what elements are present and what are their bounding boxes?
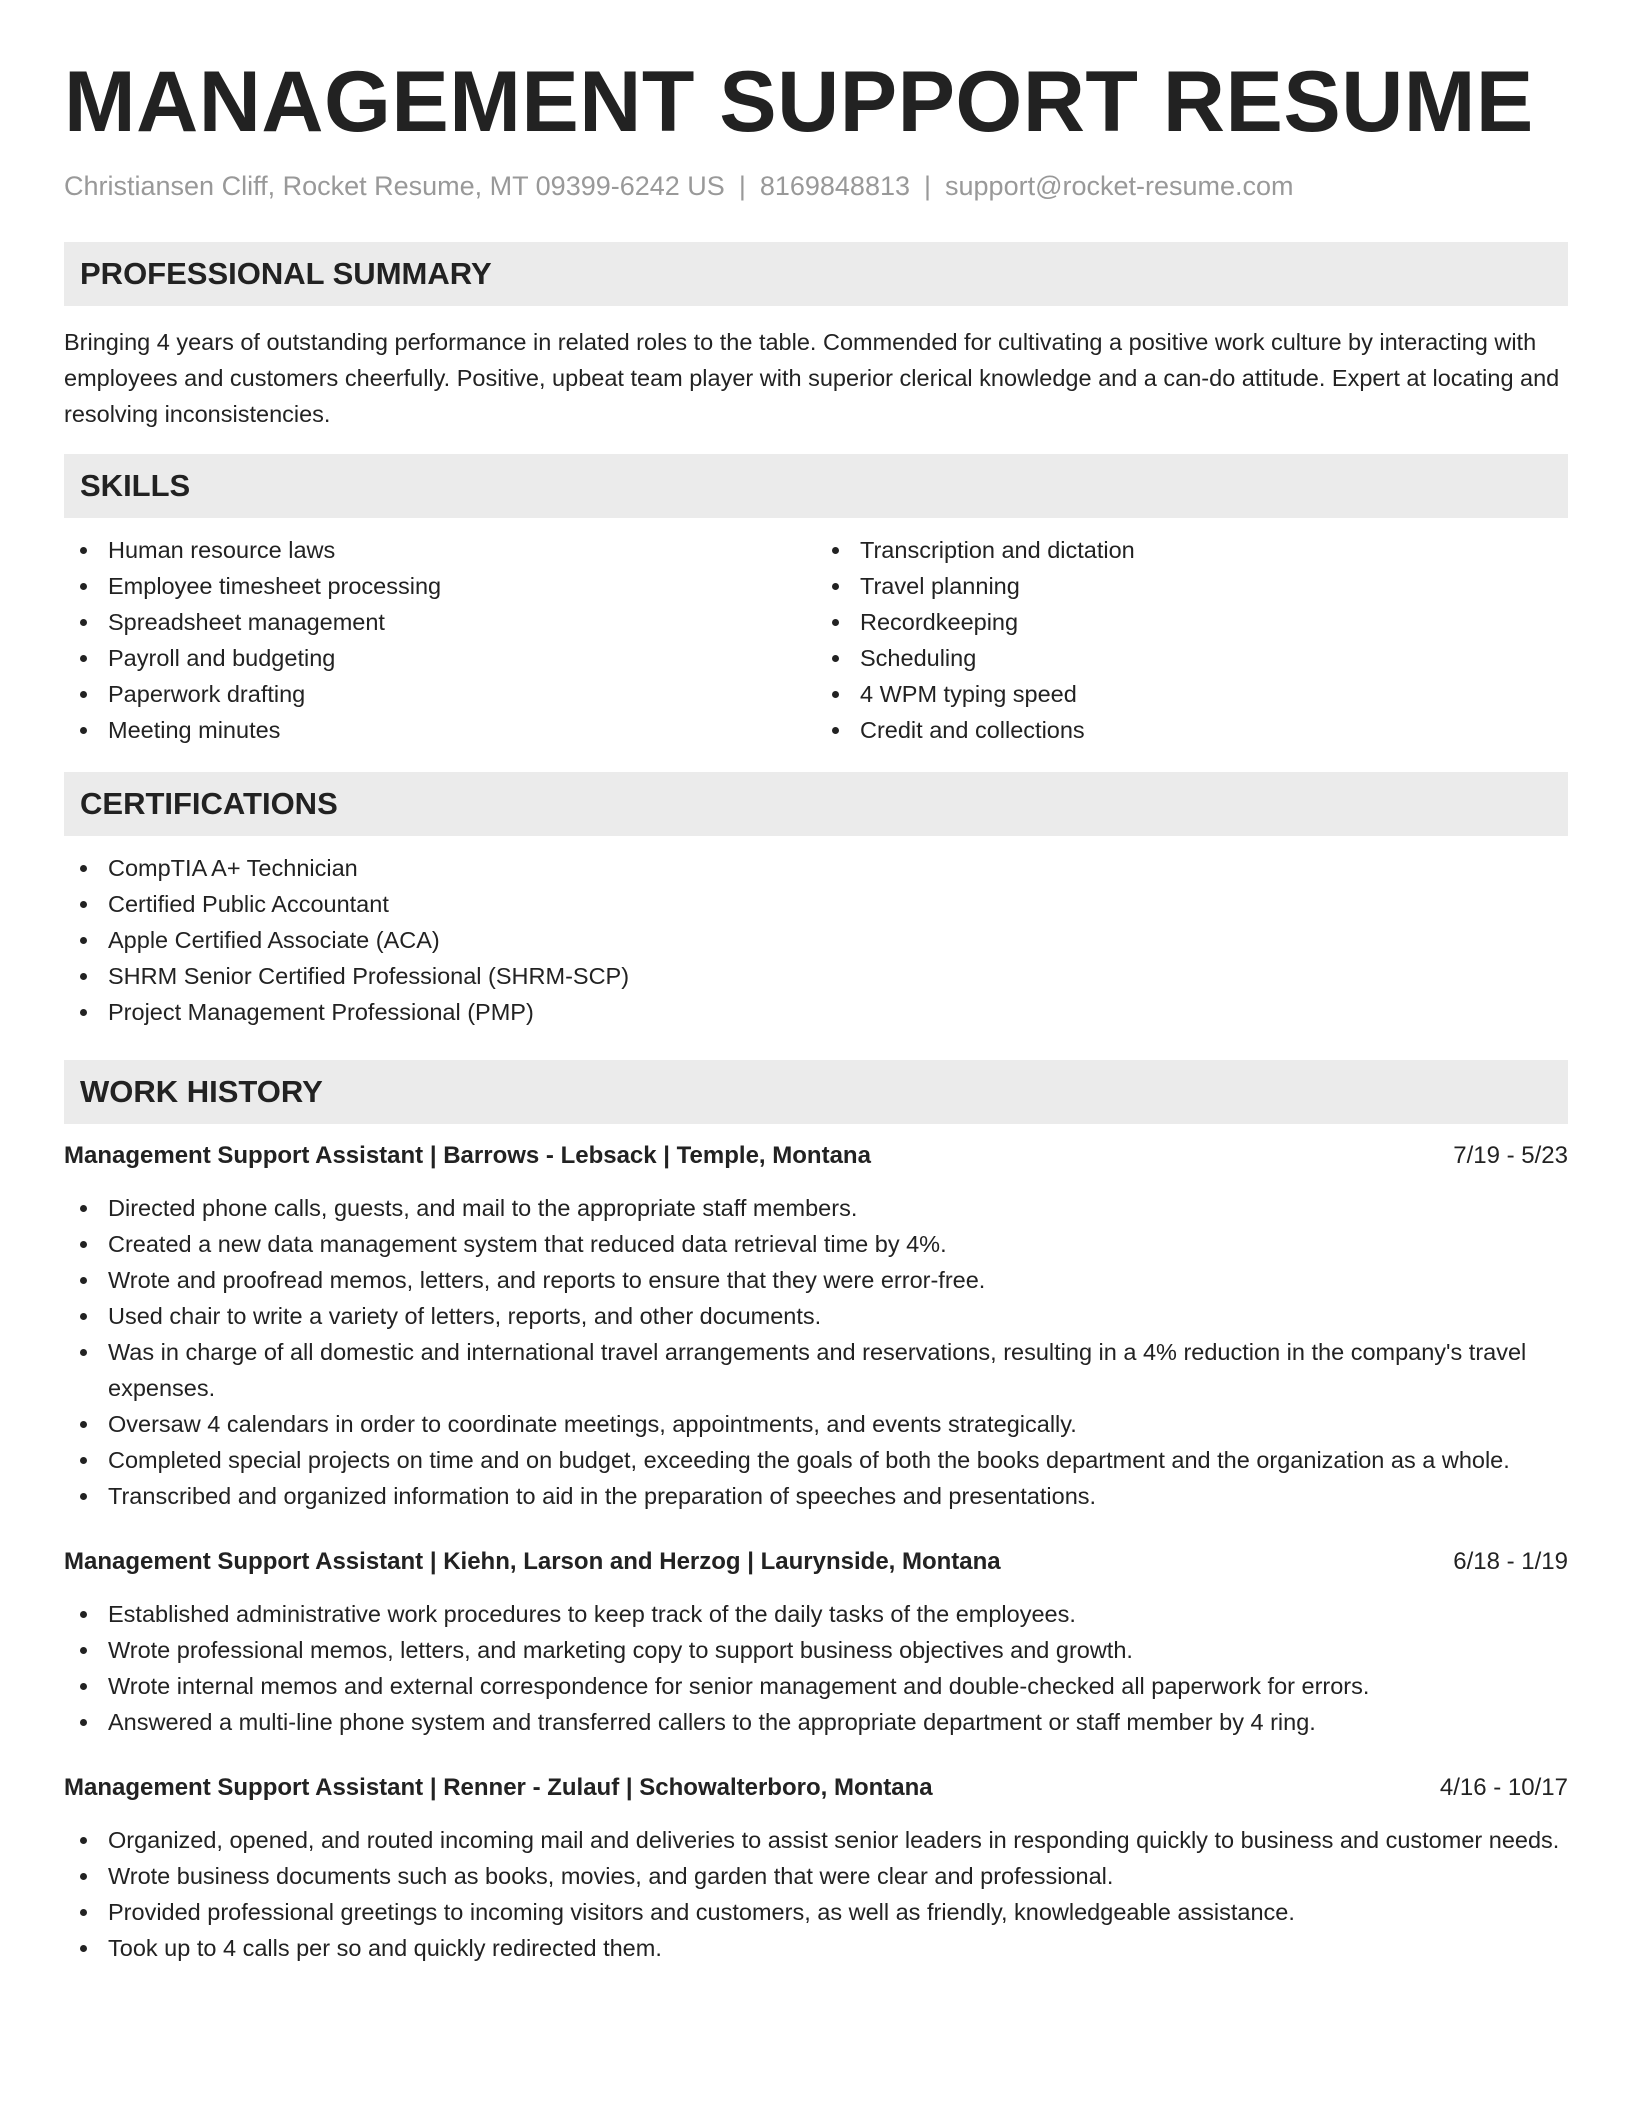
job-title: Management Support Assistant | Kiehn, Larson and Herzog | Laurynside, Montana — [64, 1548, 1001, 1575]
contact-separator: | — [924, 171, 932, 201]
skill-item: Meeting minutes — [64, 712, 816, 748]
skill-item: Credit and collections — [816, 712, 1568, 748]
contact-line — [64, 168, 1568, 204]
skill-item: 4 WPM typing speed — [816, 676, 1568, 712]
job-bullet: Directed phone calls, guests, and mail to the appropriate staff members. — [64, 1190, 1568, 1226]
contact-separator: | — [738, 171, 746, 201]
job-entry — [64, 1770, 1568, 1966]
job-dates: 6/18 - 1/19 — [1453, 1548, 1568, 1575]
job-entry — [64, 1544, 1568, 1740]
job-bullet: Wrote and proofread memos, letters, and reports to ensure that they were error-free. — [64, 1262, 1568, 1298]
job-bullet: Oversaw 4 calendars in order to coordinate meetings, appointments, and events strategically. — [64, 1406, 1568, 1442]
skill-item: Recordkeeping — [816, 604, 1568, 640]
certification-item: SHRM Senior Certified Professional (SHRM-SCP) — [64, 958, 1568, 994]
summary-heading: PROFESSIONAL SUMMARY — [64, 242, 1568, 306]
certifications-list — [64, 850, 1568, 1030]
job-header — [64, 1770, 1568, 1806]
job-bullet: Was in charge of all domestic and international travel arrangements and reservations, resulting in a 4% reduction in the company's travel expenses. — [64, 1334, 1568, 1406]
job-bullet: Wrote professional memos, letters, and marketing copy to support business objectives and growth. — [64, 1632, 1568, 1668]
job-bullet: Wrote business documents such as books, movies, and garden that were clear and professional. — [64, 1858, 1568, 1894]
skill-item: Travel planning — [816, 568, 1568, 604]
job-bullets — [64, 1822, 1568, 1966]
certification-item: CompTIA A+ Technician — [64, 850, 1568, 886]
skill-item: Employee timesheet processing — [64, 568, 816, 604]
job-bullets — [64, 1596, 1568, 1740]
job-bullet: Completed special projects on time and on budget, exceeding the goals of both the books department and the organization as a whole. — [64, 1442, 1568, 1478]
skill-item: Payroll and budgeting — [64, 640, 816, 676]
job-bullet: Created a new data management system that reduced data retrieval time by 4%. — [64, 1226, 1568, 1262]
job-bullet: Established administrative work procedures to keep track of the daily tasks of the employees. — [64, 1596, 1568, 1632]
skill-item: Spreadsheet management — [64, 604, 816, 640]
job-title: Management Support Assistant | Barrows - Lebsack | Temple, Montana — [64, 1142, 871, 1169]
job-bullet: Provided professional greetings to incoming visitors and customers, as well as friendly, knowledgeable assistance. — [64, 1894, 1568, 1930]
skills-heading: SKILLS — [64, 454, 1568, 518]
job-bullets — [64, 1190, 1568, 1514]
job-bullet: Answered a multi-line phone system and transferred callers to the appropriate department or staff member by 4 ring. — [64, 1704, 1568, 1740]
job-bullet: Used chair to write a variety of letters, reports, and other documents. — [64, 1298, 1568, 1334]
summary-text: Bringing 4 years of outstanding performance in related roles to the table. Commended for cultivating a positive work culture by interacting with employees and customers cheerfully. Positive, upbeat team player with superior clerical knowledge and a can-do attitude. Expert at locating and resolving inconsistencies. — [64, 329, 1560, 427]
job-bullet: Took up to 4 calls per so and quickly redirected them. — [64, 1930, 1568, 1966]
skills-column-right — [816, 532, 1568, 748]
work-history-heading: WORK HISTORY — [64, 1060, 1568, 1124]
certifications-heading: CERTIFICATIONS — [64, 772, 1568, 836]
skill-item: Paperwork drafting — [64, 676, 816, 712]
certification-item: Apple Certified Associate (ACA) — [64, 922, 1568, 958]
skill-item: Transcription and dictation — [816, 532, 1568, 568]
certification-item: Certified Public Accountant — [64, 886, 1568, 922]
job-header — [64, 1544, 1568, 1580]
job-bullet: Transcribed and organized information to aid in the preparation of speeches and presentations. — [64, 1478, 1568, 1514]
certification-item: Project Management Professional (PMP) — [64, 994, 1568, 1030]
job-bullet: Wrote internal memos and external correspondence for senior management and double-checked all paperwork for errors. — [64, 1668, 1568, 1704]
job-entry — [64, 1138, 1568, 1514]
job-dates: 7/19 - 5/23 — [1453, 1142, 1568, 1169]
contact-phone: 8169848813 — [759, 171, 910, 201]
resume-title: MANAGEMENT SUPPORT RESUME — [64, 54, 1534, 150]
contact-email: support@rocket-resume.com — [945, 171, 1294, 201]
job-title: Management Support Assistant | Renner - Zulauf | Schowalterboro, Montana — [64, 1774, 933, 1801]
skill-item: Human resource laws — [64, 532, 816, 568]
skills-column-left — [64, 532, 816, 748]
job-header — [64, 1138, 1568, 1174]
contact-address: Christiansen Cliff, Rocket Resume, MT 09399-6242 US — [64, 171, 725, 201]
job-dates: 4/16 - 10/17 — [1439, 1774, 1568, 1801]
job-bullet: Organized, opened, and routed incoming mail and deliveries to assist senior leaders in responding quickly to business and customer needs. — [64, 1822, 1568, 1858]
skill-item: Scheduling — [816, 640, 1568, 676]
skills-list — [64, 532, 1568, 748]
